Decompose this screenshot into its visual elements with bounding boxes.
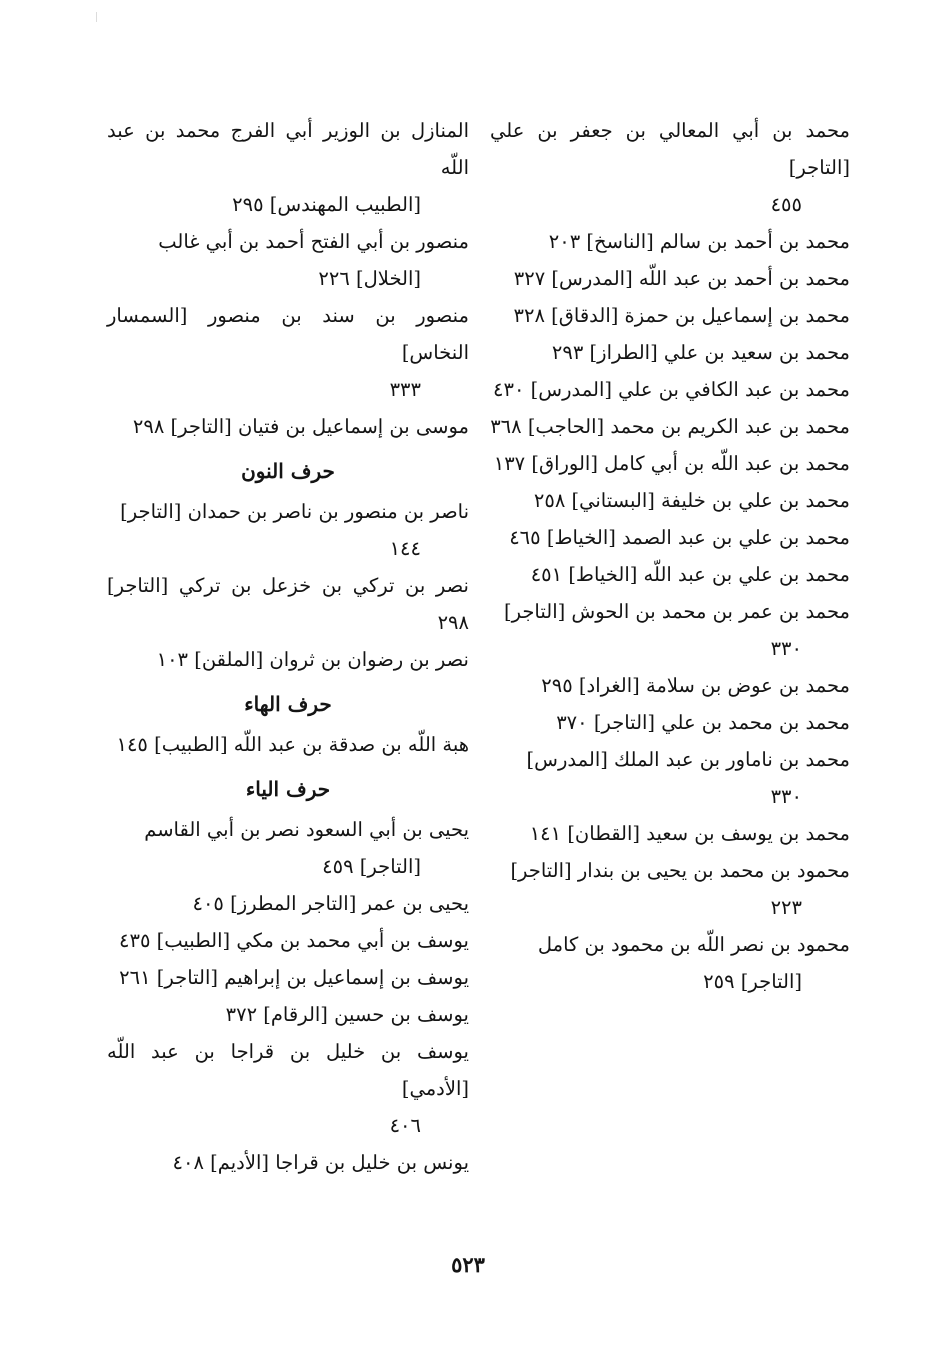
index-entry xyxy=(490,556,850,593)
scan-mark xyxy=(96,12,97,22)
index-entry xyxy=(490,482,850,519)
entry-text: يوسف بن إسماعيل بن إبراهيم [التاجر] ٢٦١ xyxy=(119,966,469,989)
index-entry xyxy=(107,567,469,641)
entry-text: محمد بن علي بن عبد الصمد [الخياط] ٤٦٥ xyxy=(509,526,850,549)
index-entry xyxy=(490,371,850,408)
entry-continuation: ٣٣٠ xyxy=(770,785,802,808)
entry-continuation: [التاجر] ٢٥٩ xyxy=(703,970,802,993)
entry-text: يحيى بن أبي السعود نصر بن أبي القاسم xyxy=(144,818,469,841)
entry-continuation: ٣٣٣ xyxy=(389,378,421,401)
entry-text: محمد بن محمد بن علي [التاجر] ٣٧٠ xyxy=(556,711,850,734)
entry-text: محمد بن أحمد بن عبد اللّه [المدرس] ٣٢٧ xyxy=(513,267,850,290)
entry-continuation: ٢٢٣ xyxy=(770,896,802,919)
index-entry xyxy=(107,112,469,223)
entry-text: محمد بن ناماور بن عبد الملك [المدرس] xyxy=(526,748,850,771)
entry-continuation: [الخلال] ٢٢٦ xyxy=(318,267,421,290)
entry-text: محمود بن نصر اللّه بن محمود بن كامل xyxy=(537,933,850,956)
section-heading: حرف الياء xyxy=(245,777,331,801)
index-entry xyxy=(490,519,850,556)
index-entry xyxy=(490,667,850,704)
index-entry xyxy=(107,922,469,959)
entry-text: محمد بن يوسف بن سعيد [القطان] ١٤١ xyxy=(529,822,850,845)
entry-text: محمد بن عبد الكافي بن علي [المدرس] ٤٣٠ xyxy=(493,378,850,401)
index-entry xyxy=(490,926,850,1000)
entry-text: المنازل بن الوزير أبي الفرج محمد بن عبد اللّه xyxy=(107,119,469,179)
index-entry xyxy=(490,593,850,667)
section-heading: حرف الهاء xyxy=(244,692,332,716)
index-entry xyxy=(107,811,469,885)
index-entry xyxy=(107,493,469,567)
index-entry xyxy=(107,223,469,297)
page-number: ٥٢٣ xyxy=(451,1252,485,1277)
index-column-left xyxy=(107,112,469,1181)
entry-continuation: ١٤٤ xyxy=(389,537,421,560)
entry-continuation: [التاجر] ٤٥٩ xyxy=(322,855,421,878)
entry-continuation: ٣٣٠ xyxy=(770,637,802,660)
index-entry xyxy=(490,334,850,371)
index-entry xyxy=(490,815,850,852)
index-entry xyxy=(490,408,850,445)
entry-text: محمد بن عمر بن محمد بن الحوش [التاجر] xyxy=(504,600,850,623)
entry-text: محمد بن عوض بن سلامة [الغراد] ٢٩٥ xyxy=(541,674,850,697)
entry-continuation: ٤٠٦ xyxy=(389,1114,421,1137)
entry-text: محمد بن علي بن خليفة [البستاني] ٢٥٨ xyxy=(533,489,850,512)
entry-text: ناصر بن منصور بن ناصر بن حمدان [التاجر] xyxy=(120,500,469,523)
entry-text: محمد بن عبد اللّه بن أبي كامل [الوراق] ١٣٧ xyxy=(493,452,850,475)
index-entry xyxy=(490,741,850,815)
index-entry xyxy=(107,726,469,763)
index-entry xyxy=(107,885,469,922)
entry-text: محمد بن عبد الكريم بن محمد [الحاجب] ٣٦٨ xyxy=(490,415,850,438)
entry-text: محمود بن محمد بن يحيى بن بندار [التاجر] xyxy=(510,859,850,882)
entry-text: محمد بن أحمد بن سالم [الناسخ] ٢٠٣ xyxy=(548,230,850,253)
entry-text: نصر بن رضوان بن ثروان [الملقن] ١٠٣ xyxy=(156,648,469,671)
entry-text: محمد بن أبي المعالي بن جعفر بن علي [التاجر] xyxy=(490,119,850,179)
index-entry xyxy=(107,1144,469,1181)
entry-text: منصور بن أبي الفتح أحمد بن أبي غالب xyxy=(158,230,469,253)
entry-text: نصر بن تركي بن خزعل بن تركي [التاجر] ٢٩٨ xyxy=(107,574,469,634)
index-entry xyxy=(490,852,850,926)
entry-text: يوسف بن حسين [الرقام] ٣٧٢ xyxy=(225,1003,469,1026)
entry-text: يونس بن خليل بن قراجا [الأديم] ٤٠٨ xyxy=(172,1151,469,1174)
index-column-right xyxy=(490,112,850,1000)
index-entry xyxy=(107,641,469,678)
entry-continuation: ٤٥٥ xyxy=(770,193,802,216)
entry-text: محمد بن سعيد بن علي [الطراز] ٢٩٣ xyxy=(551,341,850,364)
index-entry xyxy=(490,112,850,223)
index-entry xyxy=(490,223,850,260)
index-entry xyxy=(490,260,850,297)
entry-text: يوسف بن أبي محمد بن مكي [الطبيب] ٤٣٥ xyxy=(119,929,469,952)
index-entry xyxy=(490,704,850,741)
entry-text: محمد بن إسماعيل بن حمزة [الدقاق] ٣٢٨ xyxy=(513,304,850,327)
section-heading: حرف النون xyxy=(241,459,335,483)
entry-text: يوسف بن خليل بن قراجا بن عبد اللّه [الأدمي] xyxy=(107,1040,469,1100)
index-entry xyxy=(107,996,469,1033)
index-entry xyxy=(490,297,850,334)
index-entry xyxy=(107,297,469,408)
entry-text: يحيى بن عمر [التاجر المطرز] ٤٠٥ xyxy=(192,892,469,915)
index-entry xyxy=(490,445,850,482)
index-entry xyxy=(107,1033,469,1144)
index-entry xyxy=(107,959,469,996)
entry-text: محمد بن علي بن عبد اللّه [الخياط] ٤٥١ xyxy=(530,563,850,586)
entry-text: هبة اللّه بن صدقة بن عبد اللّه [الطبيب] ١٤٥ xyxy=(116,733,469,756)
entry-text: منصور بن سند بن منصور [السمسار النخاس] xyxy=(107,304,469,364)
entry-continuation: [الطبيب المهندس] ٢٩٥ xyxy=(232,193,421,216)
index-entry xyxy=(107,408,469,445)
entry-text: موسى بن إسماعيل بن فتيان [التاجر] ٢٩٨ xyxy=(132,415,469,438)
